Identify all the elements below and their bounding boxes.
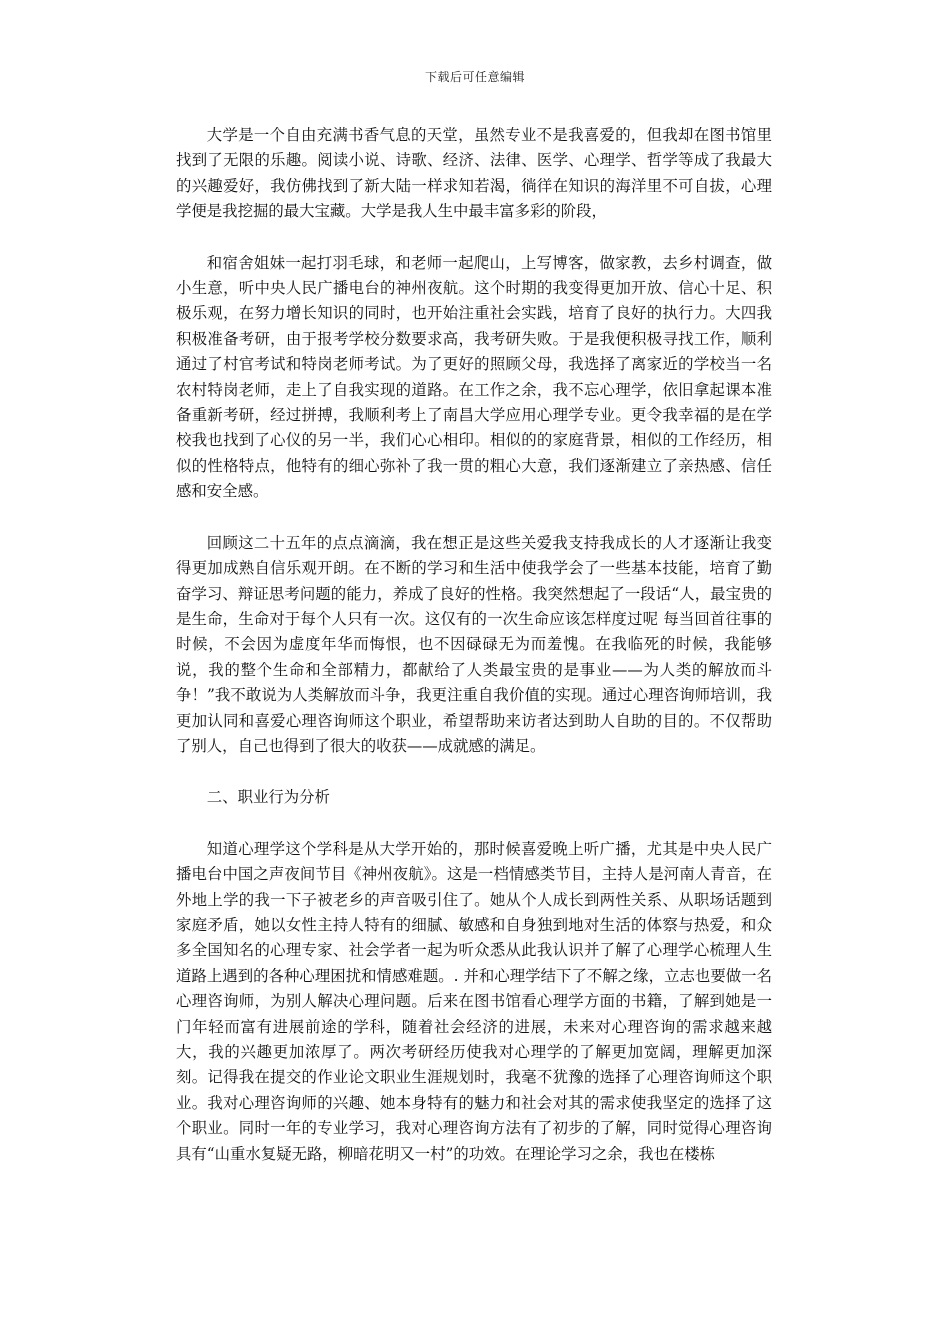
download-note: 下载后可任意编辑 <box>424 70 525 84</box>
paragraph-university-life: 大学是一个自由充满书香气息的天堂，虽然专业不是我喜爱的，但我却在图书馆里找到了无限的乐趣。阅读小说、诗歌、经济、法律、医学、心理学、哲学等成了我最大的兴趣爱好，我仿佛找到了新大陆一样求知若渴，徜徉在知识的海洋里不可自拔，心理学便是我挖掘的最大宝藏。大学是我人生中最丰富多彩的阶段， <box>176 126 772 221</box>
paragraph-growth-experience: 和宿舍姐妹一起打羽毛球，和老师一起爬山，上写博客，做家教，去乡村调查，做小生意，听中央人民广播电台的神州夜航。这个时期的我变得更加开放、信心十足、积极乐观，在努力增长知识的同时，也开始注重社会实践，培育了良好的执行力。大四我积极准备考研，由于报考学校分数要求高，我考研失败。于是我便积极寻找工作，顺利通过了村官考试和特岗老师考试。为了更好的照顾父母，我选择了离家近的学校当一名农村特岗老师，走上了自我实现的道路。在工作之余，我不忘心理学，依旧拿起课本准备重新考研，经过拼搏，我顺利考上了南昌大学应用心理学专业。更令我幸福的是在学校我也找到了心仪的另一半，我们心心相印。相似的的家庭背景，相似的工作经历，相似的性格特点，他特有的细心弥补了我一贯的粗心大意，我们逐渐建立了亲热感、信任感和安全感。 <box>176 253 772 501</box>
paragraph-career-analysis: 知道心理学这个学科是从大学开始的，那时候喜爱晚上听广播，尤其是中央人民广播电台中国之声夜间节目《神州夜航》。这是一档情感类节目，主持人是河南人青音，在外地上学的我一下子被老乡的声音吸引住了。她从个人成长到两性关系、从职场话题到家庭矛盾，她以女性主持人特有的细腻、敏感和自身独到地对生活的体察与热爱，和众多全国知名的心理专家、社会学者一起为听众悉从此我认识并了解了心理学心梳理人生道路上遇到的各种心理困扰和情感难题。. 并和心理学结下了不解之缘，立志也要做一名心理咨询师，为别人解决心理问题。后来在图书馆看心理学方面的书籍，了解到她是一门年轻而富有进展前途的学科，随着社会经济的进展，未来对心理咨询的需求越来越大，我的兴趣更加浓厚了。两次考研经历使我对心理学的了解更加宽阔，理解更加深刻。记得我在提交的作业论文职业生涯规划时，我毫不犹豫的选择了心理咨询师这个职业。我对心理咨询师的兴趣、她本身特有的魅力和社会对其的需求使我坚定的选择了这个职业。同时一年的专业学习，我对心理咨询方法有了初步的了解，同时觉得心理咨询具有“山重水复疑无路，柳暗花明又一村”的功效。在理论学习之余，我也在楼栋 <box>176 839 772 1163</box>
paragraph-reflection: 回顾这二十五年的点点滴滴，我在想正是这些关爱我支持我成长的人才逐渐让我变得更加成熟自信乐观开朗。在不断的学习和生活中使我学会了一些基本技能，培育了勤奋学习、辩证思考问题的能力，养成了良好的性格。我突然想起了一段话“人，最宝贵的是生命，生命对于每个人只有一次。这仅有的一次生命应该怎样度过呢 每当回首往事的时候，不会因为虚度年华而悔恨，也不因碌碌无为而羞愧。在我临死的时候，我能够说，我的整个生命和全部精力，都献给了人类最宝贵的是事业——为人类的解放而斗争！”我不敢说为人类解放而斗争，我更注重自我价值的实现。通过心理咨询师培训，我更加认同和喜爱心理咨询师这个职业，希望帮助来访者达到助人自助的目的。不仅帮助了别人，自己也得到了很大的收获——成就感的满足。 <box>176 533 772 755</box>
document-body <box>176 123 772 1193</box>
section-heading: 二、职业行为分析 <box>206 788 330 807</box>
